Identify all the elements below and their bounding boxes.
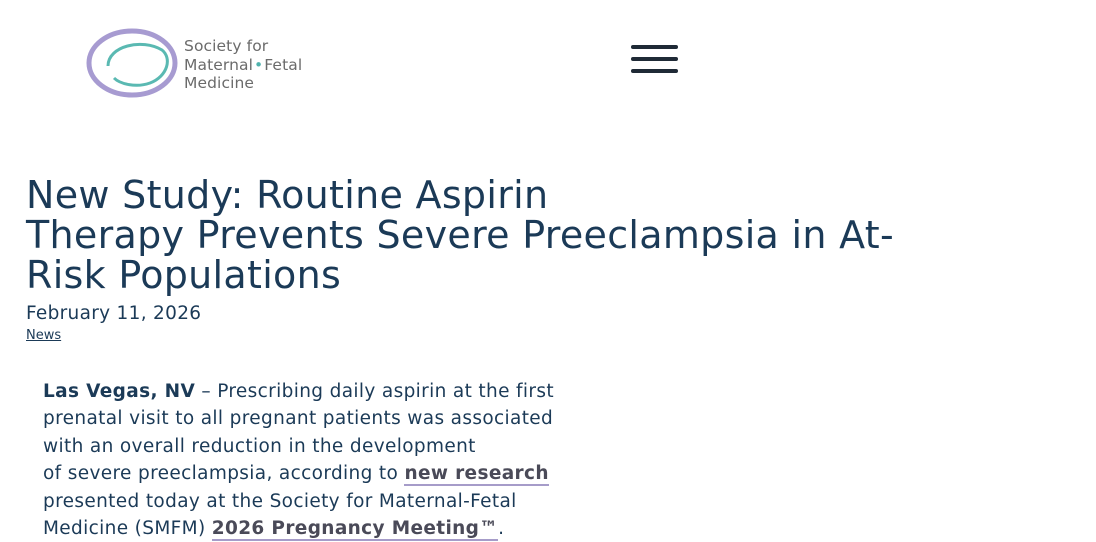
pregnancy-meeting-link[interactable]: 2026 Pregnancy Meeting™ [211,518,499,540]
smfm-ring-logo-icon [86,28,178,98]
body-line-5: presented today at the Society for Maternal-Fetal [43,490,517,512]
logo-line-1: Society for [184,37,269,55]
body-line-4 [43,460,683,487]
menu-bar-middle [631,57,678,61]
article-title-line-2: Therapy Prevents Severe Preeclampsia in At- [26,213,894,257]
body-line-1 [43,378,683,405]
body-line-2: prenatal visit to all pregnant patients was associated [43,408,554,430]
smfm-logo-link[interactable] [86,28,356,100]
logo-line-3: Medicine [184,74,255,92]
new-research-link[interactable]: new research [404,463,549,485]
menu-bar-top [631,45,678,49]
body-line-4-text: of severe preeclampsia, according to [43,463,405,485]
article-body [43,378,683,542]
logo-word-fetal: Fetal [264,55,303,74]
article-dateline: Las Vegas, NV [43,381,196,402]
menu-bar-bottom [631,69,678,73]
site-header [0,0,1096,130]
logo-line-2 [184,56,302,75]
article-title [26,175,1096,295]
logo-wordmark [184,37,302,93]
body-line-6-period: . [498,518,505,540]
logo-word-maternal: Maternal [184,55,254,74]
body-line-3: with an overall reduction in the development [43,435,476,457]
article-category-link[interactable]: News [26,328,62,343]
article-title-line-3: Risk Populations [26,253,342,297]
body-line-6-text: Medicine (SMFM) [43,518,212,540]
logo-separator-dot: • [254,55,264,74]
hamburger-menu-icon[interactable] [628,42,680,80]
body-line-1-text: – Prescribing daily aspirin at the first [195,381,554,402]
article-date: February 11, 2026 [26,303,202,324]
body-line-6 [43,515,683,542]
article-title-line-1: New Study: Routine Aspirin [26,173,549,217]
